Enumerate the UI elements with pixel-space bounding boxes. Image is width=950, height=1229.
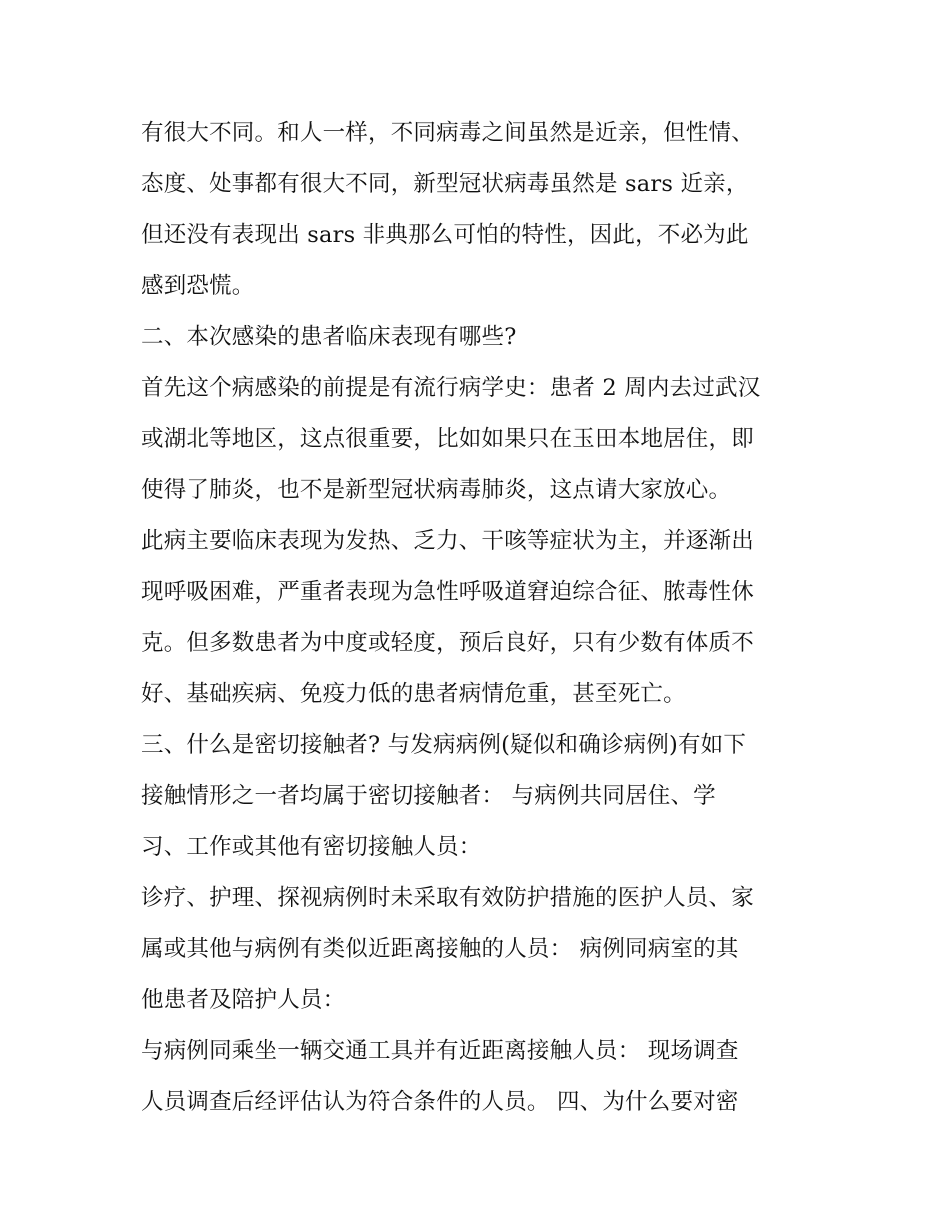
text-line: 或湖北等地区，这点很重要，比如如果只在玉田本地居住，即	[141, 426, 754, 452]
text-line: 现呼吸困难，严重者表现为急性呼吸道窘迫综合征、脓毒性休	[141, 579, 754, 605]
text-line: 态度、处事都有很大不同，新型冠状病毒虽然是 sars 近亲，	[141, 171, 749, 197]
text-line: 接触情形之一者均属于密切接触者： 与病例共同居住、学	[141, 783, 716, 809]
text-line: 他患者及陪护人员：	[141, 987, 346, 1013]
text-line: 诊疗、护理、探视病例时未采取有效防护措施的医护人员、家	[141, 885, 754, 911]
section-heading-3: 三、什么是密切接触者? 与发病病例(疑似和确诊病例)有如下	[141, 732, 747, 758]
document-body	[141, 108, 821, 1128]
text-line: 此病主要临床表现为发热、乏力、干咳等症状为主，并逐渐出	[141, 528, 754, 554]
text-line: 与病例同乘坐一辆交通工具并有近距离接触人员： 现场调查	[141, 1038, 739, 1064]
text-line: 好、基础疾病、免疫力低的患者病情危重，甚至死亡。	[141, 681, 686, 707]
text-line: 克。但多数患者为中度或轻度，预后良好，只有少数有体质不	[141, 630, 754, 656]
text-line: 但还没有表现出 sars 非典那么可怕的特性，因此，不必为此	[141, 222, 749, 248]
text-line: 首先这个病感染的前提是有流行病学史：患者 2 周内去过武汉	[141, 375, 761, 401]
text-line: 使得了肺炎，也不是新型冠状病毒肺炎，这点请大家放心。	[141, 477, 732, 503]
section-heading-2: 二、本次感染的患者临床表现有哪些?	[141, 324, 517, 350]
text-line: 人员调查后经评估认为符合条件的人员。 四、为什么要对密	[141, 1089, 739, 1115]
text-line: 习、工作或其他有密切接触人员：	[141, 834, 482, 860]
text-line: 属或其他与病例有类似近距离接触的人员： 病例同病室的其	[141, 936, 739, 962]
text-line: 感到恐慌。	[141, 273, 255, 299]
text-line: 有很大不同。和人一样，不同病毒之间虽然是近亲，但性情、	[141, 120, 754, 146]
